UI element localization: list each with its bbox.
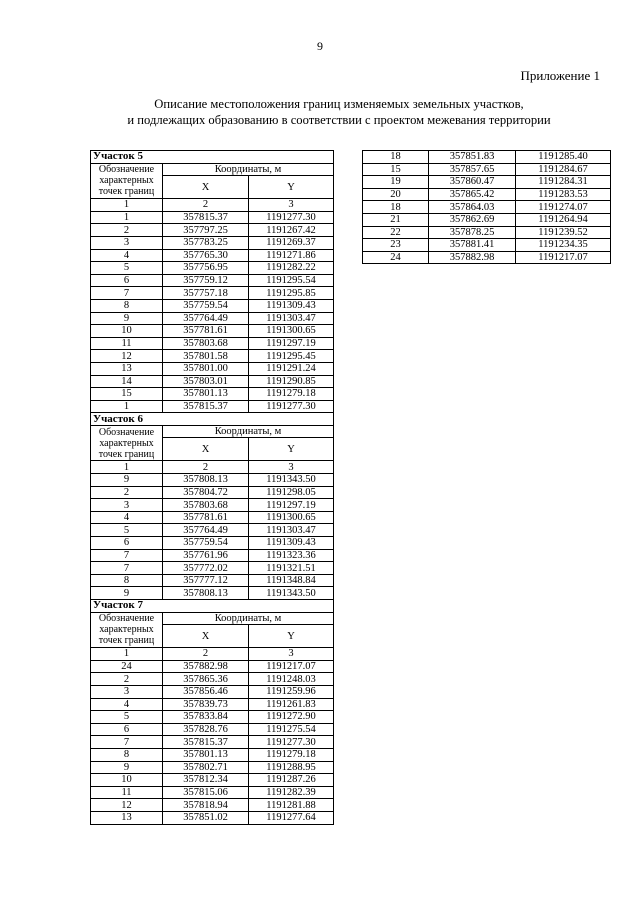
- designation-header-line: характерных: [99, 437, 154, 449]
- column-number-cell: 1: [91, 648, 163, 661]
- y-coordinate-cell: 1191271.86: [249, 249, 334, 262]
- column-number-row: [91, 461, 334, 474]
- coordinates-table-left: [90, 150, 334, 825]
- point-id-cell: 15: [363, 163, 429, 176]
- x-coordinate-cell: 357759.54: [163, 299, 249, 312]
- table-row: [91, 224, 334, 237]
- x-coordinate-cell: 357802.71: [163, 761, 249, 774]
- designation-header-line: точек границ: [98, 635, 155, 647]
- table-header-row: [91, 425, 334, 438]
- column-number-cell: 1: [91, 461, 163, 474]
- y-coordinate-cell: 1191343.50: [249, 474, 334, 487]
- table-row: [91, 736, 334, 749]
- document-title: [60, 96, 618, 128]
- designation-header-line: характерных: [99, 624, 154, 636]
- column-number-cell: 2: [163, 199, 249, 212]
- point-id-cell: 7: [91, 549, 163, 562]
- y-coordinate-cell: 1191267.42: [249, 224, 334, 237]
- point-id-cell: 3: [91, 499, 163, 512]
- x-coordinate-cell: 357812.34: [163, 774, 249, 787]
- table-row: [363, 176, 611, 189]
- column-number-cell: 2: [163, 648, 249, 661]
- column-number-cell: 3: [249, 648, 334, 661]
- x-coordinate-cell: 357783.25: [163, 236, 249, 249]
- table-row: [91, 711, 334, 724]
- y-coordinate-cell: 1191277.64: [249, 811, 334, 824]
- x-coordinate-cell: 357864.03: [429, 201, 516, 214]
- y-coordinate-cell: 1191261.83: [249, 698, 334, 711]
- point-id-cell: 7: [91, 562, 163, 575]
- section-title: Участок 5: [91, 151, 334, 164]
- x-coordinate-cell: 357781.61: [163, 325, 249, 338]
- y-coordinate-cell: 1191279.18: [249, 388, 334, 401]
- x-coordinate-cell: 357839.73: [163, 698, 249, 711]
- y-coordinate-cell: 1191217.07: [249, 660, 334, 673]
- table-row: [91, 211, 334, 224]
- table-row: [91, 350, 334, 363]
- y-coordinate-cell: 1191297.19: [249, 337, 334, 350]
- table-row: [91, 685, 334, 698]
- point-id-cell: 22: [363, 226, 429, 239]
- table-row: [91, 299, 334, 312]
- y-coordinate-cell: 1191295.54: [249, 274, 334, 287]
- y-coordinate-cell: 1191234.35: [516, 239, 611, 252]
- x-coordinate-cell: 357882.98: [429, 251, 516, 264]
- section-title-row: [91, 413, 334, 426]
- point-id-cell: 10: [91, 774, 163, 787]
- point-id-cell: 18: [363, 151, 429, 164]
- table-row: [363, 151, 611, 164]
- coordinates-header: Координаты, м: [163, 612, 334, 625]
- x-coordinate-cell: 357882.98: [163, 660, 249, 673]
- section-title: Участок 6: [91, 413, 334, 426]
- y-coordinate-cell: 1191269.37: [249, 236, 334, 249]
- table-row: [91, 524, 334, 537]
- designation-header: [91, 163, 163, 199]
- designation-header: [91, 425, 163, 461]
- y-coordinate-cell: 1191284.31: [516, 176, 611, 189]
- table-header-row: [91, 163, 334, 176]
- y-coordinate-cell: 1191274.07: [516, 201, 611, 214]
- x-header: X: [163, 625, 249, 648]
- section-title-row: [91, 600, 334, 613]
- point-id-cell: 23: [363, 239, 429, 252]
- x-coordinate-cell: 357815.06: [163, 786, 249, 799]
- point-id-cell: 2: [91, 673, 163, 686]
- table-row: [91, 811, 334, 824]
- table-row: [91, 748, 334, 761]
- y-coordinate-cell: 1191295.85: [249, 287, 334, 300]
- point-id-cell: 1: [91, 211, 163, 224]
- point-id-cell: 21: [363, 213, 429, 226]
- table-row: [91, 562, 334, 575]
- y-coordinate-cell: 1191248.03: [249, 673, 334, 686]
- y-coordinate-cell: 1191284.67: [516, 163, 611, 176]
- x-coordinate-cell: 357757.18: [163, 287, 249, 300]
- point-id-cell: 8: [91, 748, 163, 761]
- table-row: [91, 474, 334, 487]
- table-row: [91, 325, 334, 338]
- point-id-cell: 6: [91, 723, 163, 736]
- x-coordinate-cell: 357808.13: [163, 587, 249, 600]
- y-coordinate-cell: 1191295.45: [249, 350, 334, 363]
- x-header: X: [163, 176, 249, 199]
- table-row: [91, 375, 334, 388]
- x-coordinate-cell: 357801.00: [163, 362, 249, 375]
- point-id-cell: 24: [363, 251, 429, 264]
- x-coordinate-cell: 357759.54: [163, 537, 249, 550]
- y-coordinate-cell: 1191290.85: [249, 375, 334, 388]
- y-coordinate-cell: 1191287.26: [249, 774, 334, 787]
- point-id-cell: 9: [91, 474, 163, 487]
- x-coordinate-cell: 357803.68: [163, 337, 249, 350]
- point-id-cell: 9: [91, 761, 163, 774]
- table-row: [91, 337, 334, 350]
- point-id-cell: 1: [91, 400, 163, 413]
- x-coordinate-cell: 357865.42: [429, 188, 516, 201]
- point-id-cell: 4: [91, 511, 163, 524]
- x-coordinate-cell: 357804.72: [163, 486, 249, 499]
- point-id-cell: 9: [91, 587, 163, 600]
- x-coordinate-cell: 357833.84: [163, 711, 249, 724]
- y-coordinate-cell: 1191348.84: [249, 574, 334, 587]
- point-id-cell: 10: [91, 325, 163, 338]
- appendix-label: Приложение 1: [520, 68, 600, 83]
- y-coordinate-cell: 1191321.51: [249, 562, 334, 575]
- point-id-cell: 12: [91, 350, 163, 363]
- x-coordinate-cell: 357801.13: [163, 388, 249, 401]
- x-coordinate-cell: 357851.83: [429, 151, 516, 164]
- point-id-cell: 6: [91, 274, 163, 287]
- title-line-1: Описание местоположения границ изменяемых земельных участков,: [154, 97, 524, 111]
- point-id-cell: 2: [91, 486, 163, 499]
- y-coordinate-cell: 1191277.30: [249, 736, 334, 749]
- page-number: 9: [317, 39, 323, 53]
- x-coordinate-cell: 357828.76: [163, 723, 249, 736]
- point-id-cell: 11: [91, 786, 163, 799]
- x-coordinate-cell: 357764.49: [163, 524, 249, 537]
- column-number-cell: 3: [249, 461, 334, 474]
- x-coordinate-cell: 357764.49: [163, 312, 249, 325]
- column-number-cell: 1: [91, 199, 163, 212]
- y-coordinate-cell: 1191277.30: [249, 211, 334, 224]
- x-header: X: [163, 438, 249, 461]
- y-coordinate-cell: 1191217.07: [516, 251, 611, 264]
- table-row: [91, 786, 334, 799]
- coordinates-header: Координаты, м: [163, 425, 334, 438]
- x-coordinate-cell: 357862.69: [429, 213, 516, 226]
- table-row: [363, 239, 611, 252]
- column-number-row: [91, 199, 334, 212]
- table-row: [91, 774, 334, 787]
- table-row: [91, 574, 334, 587]
- table-row: [91, 549, 334, 562]
- point-id-cell: 13: [91, 362, 163, 375]
- point-id-cell: 5: [91, 524, 163, 537]
- point-id-cell: 8: [91, 574, 163, 587]
- y-coordinate-cell: 1191291.24: [249, 362, 334, 375]
- table-row: [91, 673, 334, 686]
- x-coordinate-cell: 357815.37: [163, 400, 249, 413]
- point-id-cell: 4: [91, 698, 163, 711]
- y-header: Y: [249, 438, 334, 461]
- x-coordinate-cell: 357801.13: [163, 748, 249, 761]
- point-id-cell: 20: [363, 188, 429, 201]
- column-number-cell: 2: [163, 461, 249, 474]
- y-coordinate-cell: 1191309.43: [249, 537, 334, 550]
- y-coordinate-cell: 1191300.65: [249, 511, 334, 524]
- table-row: [91, 362, 334, 375]
- y-coordinate-cell: 1191283.53: [516, 188, 611, 201]
- x-coordinate-cell: 357815.37: [163, 736, 249, 749]
- point-id-cell: 14: [91, 375, 163, 388]
- y-coordinate-cell: 1191281.88: [249, 799, 334, 812]
- x-coordinate-cell: 357818.94: [163, 799, 249, 812]
- point-id-cell: 3: [91, 236, 163, 249]
- y-coordinate-cell: 1191285.40: [516, 151, 611, 164]
- y-header: Y: [249, 176, 334, 199]
- y-coordinate-cell: 1191282.39: [249, 786, 334, 799]
- table-row: [91, 236, 334, 249]
- table-row: [363, 201, 611, 214]
- x-coordinate-cell: 357756.95: [163, 262, 249, 275]
- table-row: [91, 511, 334, 524]
- x-coordinate-cell: 357801.58: [163, 350, 249, 363]
- y-coordinate-cell: 1191297.19: [249, 499, 334, 512]
- x-coordinate-cell: 357777.12: [163, 574, 249, 587]
- y-coordinate-cell: 1191264.94: [516, 213, 611, 226]
- point-id-cell: 18: [363, 201, 429, 214]
- y-coordinate-cell: 1191279.18: [249, 748, 334, 761]
- x-coordinate-cell: 357860.47: [429, 176, 516, 189]
- x-coordinate-cell: 357808.13: [163, 474, 249, 487]
- y-coordinate-cell: 1191323.36: [249, 549, 334, 562]
- table-row: [91, 262, 334, 275]
- point-id-cell: 7: [91, 287, 163, 300]
- y-coordinate-cell: 1191309.43: [249, 299, 334, 312]
- table-row: [363, 163, 611, 176]
- y-header: Y: [249, 625, 334, 648]
- designation-header-line: характерных: [99, 175, 154, 187]
- y-coordinate-cell: 1191259.96: [249, 685, 334, 698]
- table-row: [91, 587, 334, 600]
- y-coordinate-cell: 1191272.90: [249, 711, 334, 724]
- point-id-cell: 6: [91, 537, 163, 550]
- table-row: [91, 499, 334, 512]
- x-coordinate-cell: 357761.96: [163, 549, 249, 562]
- table-row: [91, 400, 334, 413]
- x-coordinate-cell: 357815.37: [163, 211, 249, 224]
- point-id-cell: 24: [91, 660, 163, 673]
- y-coordinate-cell: 1191303.47: [249, 524, 334, 537]
- point-id-cell: 11: [91, 337, 163, 350]
- column-number-cell: 3: [249, 199, 334, 212]
- x-coordinate-cell: 357772.02: [163, 562, 249, 575]
- table-row: [91, 761, 334, 774]
- designation-header-line: Обозначение: [98, 426, 155, 438]
- point-id-cell: 5: [91, 711, 163, 724]
- point-id-cell: 12: [91, 799, 163, 812]
- table-row: [91, 388, 334, 401]
- x-coordinate-cell: 357881.41: [429, 239, 516, 252]
- table-row: [91, 723, 334, 736]
- designation-header: [91, 612, 163, 648]
- x-coordinate-cell: 357765.30: [163, 249, 249, 262]
- table-row: [363, 226, 611, 239]
- x-coordinate-cell: 357797.25: [163, 224, 249, 237]
- y-coordinate-cell: 1191300.65: [249, 325, 334, 338]
- point-id-cell: 19: [363, 176, 429, 189]
- point-id-cell: 7: [91, 736, 163, 749]
- y-coordinate-cell: 1191298.05: [249, 486, 334, 499]
- y-coordinate-cell: 1191282.22: [249, 262, 334, 275]
- point-id-cell: 8: [91, 299, 163, 312]
- table-row: [91, 249, 334, 262]
- x-coordinate-cell: 357781.61: [163, 511, 249, 524]
- designation-header-line: точек границ: [98, 448, 155, 460]
- point-id-cell: 5: [91, 262, 163, 275]
- y-coordinate-cell: 1191275.54: [249, 723, 334, 736]
- designation-header-line: Обозначение: [98, 164, 155, 176]
- x-coordinate-cell: 357803.01: [163, 375, 249, 388]
- table-row: [363, 213, 611, 226]
- y-coordinate-cell: 1191277.30: [249, 400, 334, 413]
- point-id-cell: 15: [91, 388, 163, 401]
- table-row: [363, 188, 611, 201]
- table-row: [91, 287, 334, 300]
- x-coordinate-cell: 357851.02: [163, 811, 249, 824]
- x-coordinate-cell: 357878.25: [429, 226, 516, 239]
- y-coordinate-cell: 1191343.50: [249, 587, 334, 600]
- y-coordinate-cell: 1191303.47: [249, 312, 334, 325]
- point-id-cell: 3: [91, 685, 163, 698]
- table-row: [363, 251, 611, 264]
- designation-header-line: точек границ: [98, 186, 155, 198]
- y-coordinate-cell: 1191288.95: [249, 761, 334, 774]
- coordinates-table-continuation: [362, 150, 611, 264]
- section-title: Участок 7: [91, 600, 334, 613]
- title-line-2: и подлежащих образованию в соответствии с проектом межевания территории: [127, 113, 551, 127]
- x-coordinate-cell: 357856.46: [163, 685, 249, 698]
- point-id-cell: 4: [91, 249, 163, 262]
- point-id-cell: 13: [91, 811, 163, 824]
- table-row: [91, 486, 334, 499]
- designation-header-line: Обозначение: [98, 613, 155, 625]
- section-title-row: [91, 151, 334, 164]
- table-row: [91, 698, 334, 711]
- coordinates-header: Координаты, м: [163, 163, 334, 176]
- column-number-row: [91, 648, 334, 661]
- table-row: [91, 537, 334, 550]
- table-row: [91, 312, 334, 325]
- point-id-cell: 2: [91, 224, 163, 237]
- table-row: [91, 274, 334, 287]
- table-header-row: [91, 612, 334, 625]
- table-row: [91, 799, 334, 812]
- x-coordinate-cell: 357865.36: [163, 673, 249, 686]
- y-coordinate-cell: 1191239.52: [516, 226, 611, 239]
- x-coordinate-cell: 357803.68: [163, 499, 249, 512]
- table-row: [91, 660, 334, 673]
- x-coordinate-cell: 357857.65: [429, 163, 516, 176]
- x-coordinate-cell: 357759.12: [163, 274, 249, 287]
- point-id-cell: 9: [91, 312, 163, 325]
